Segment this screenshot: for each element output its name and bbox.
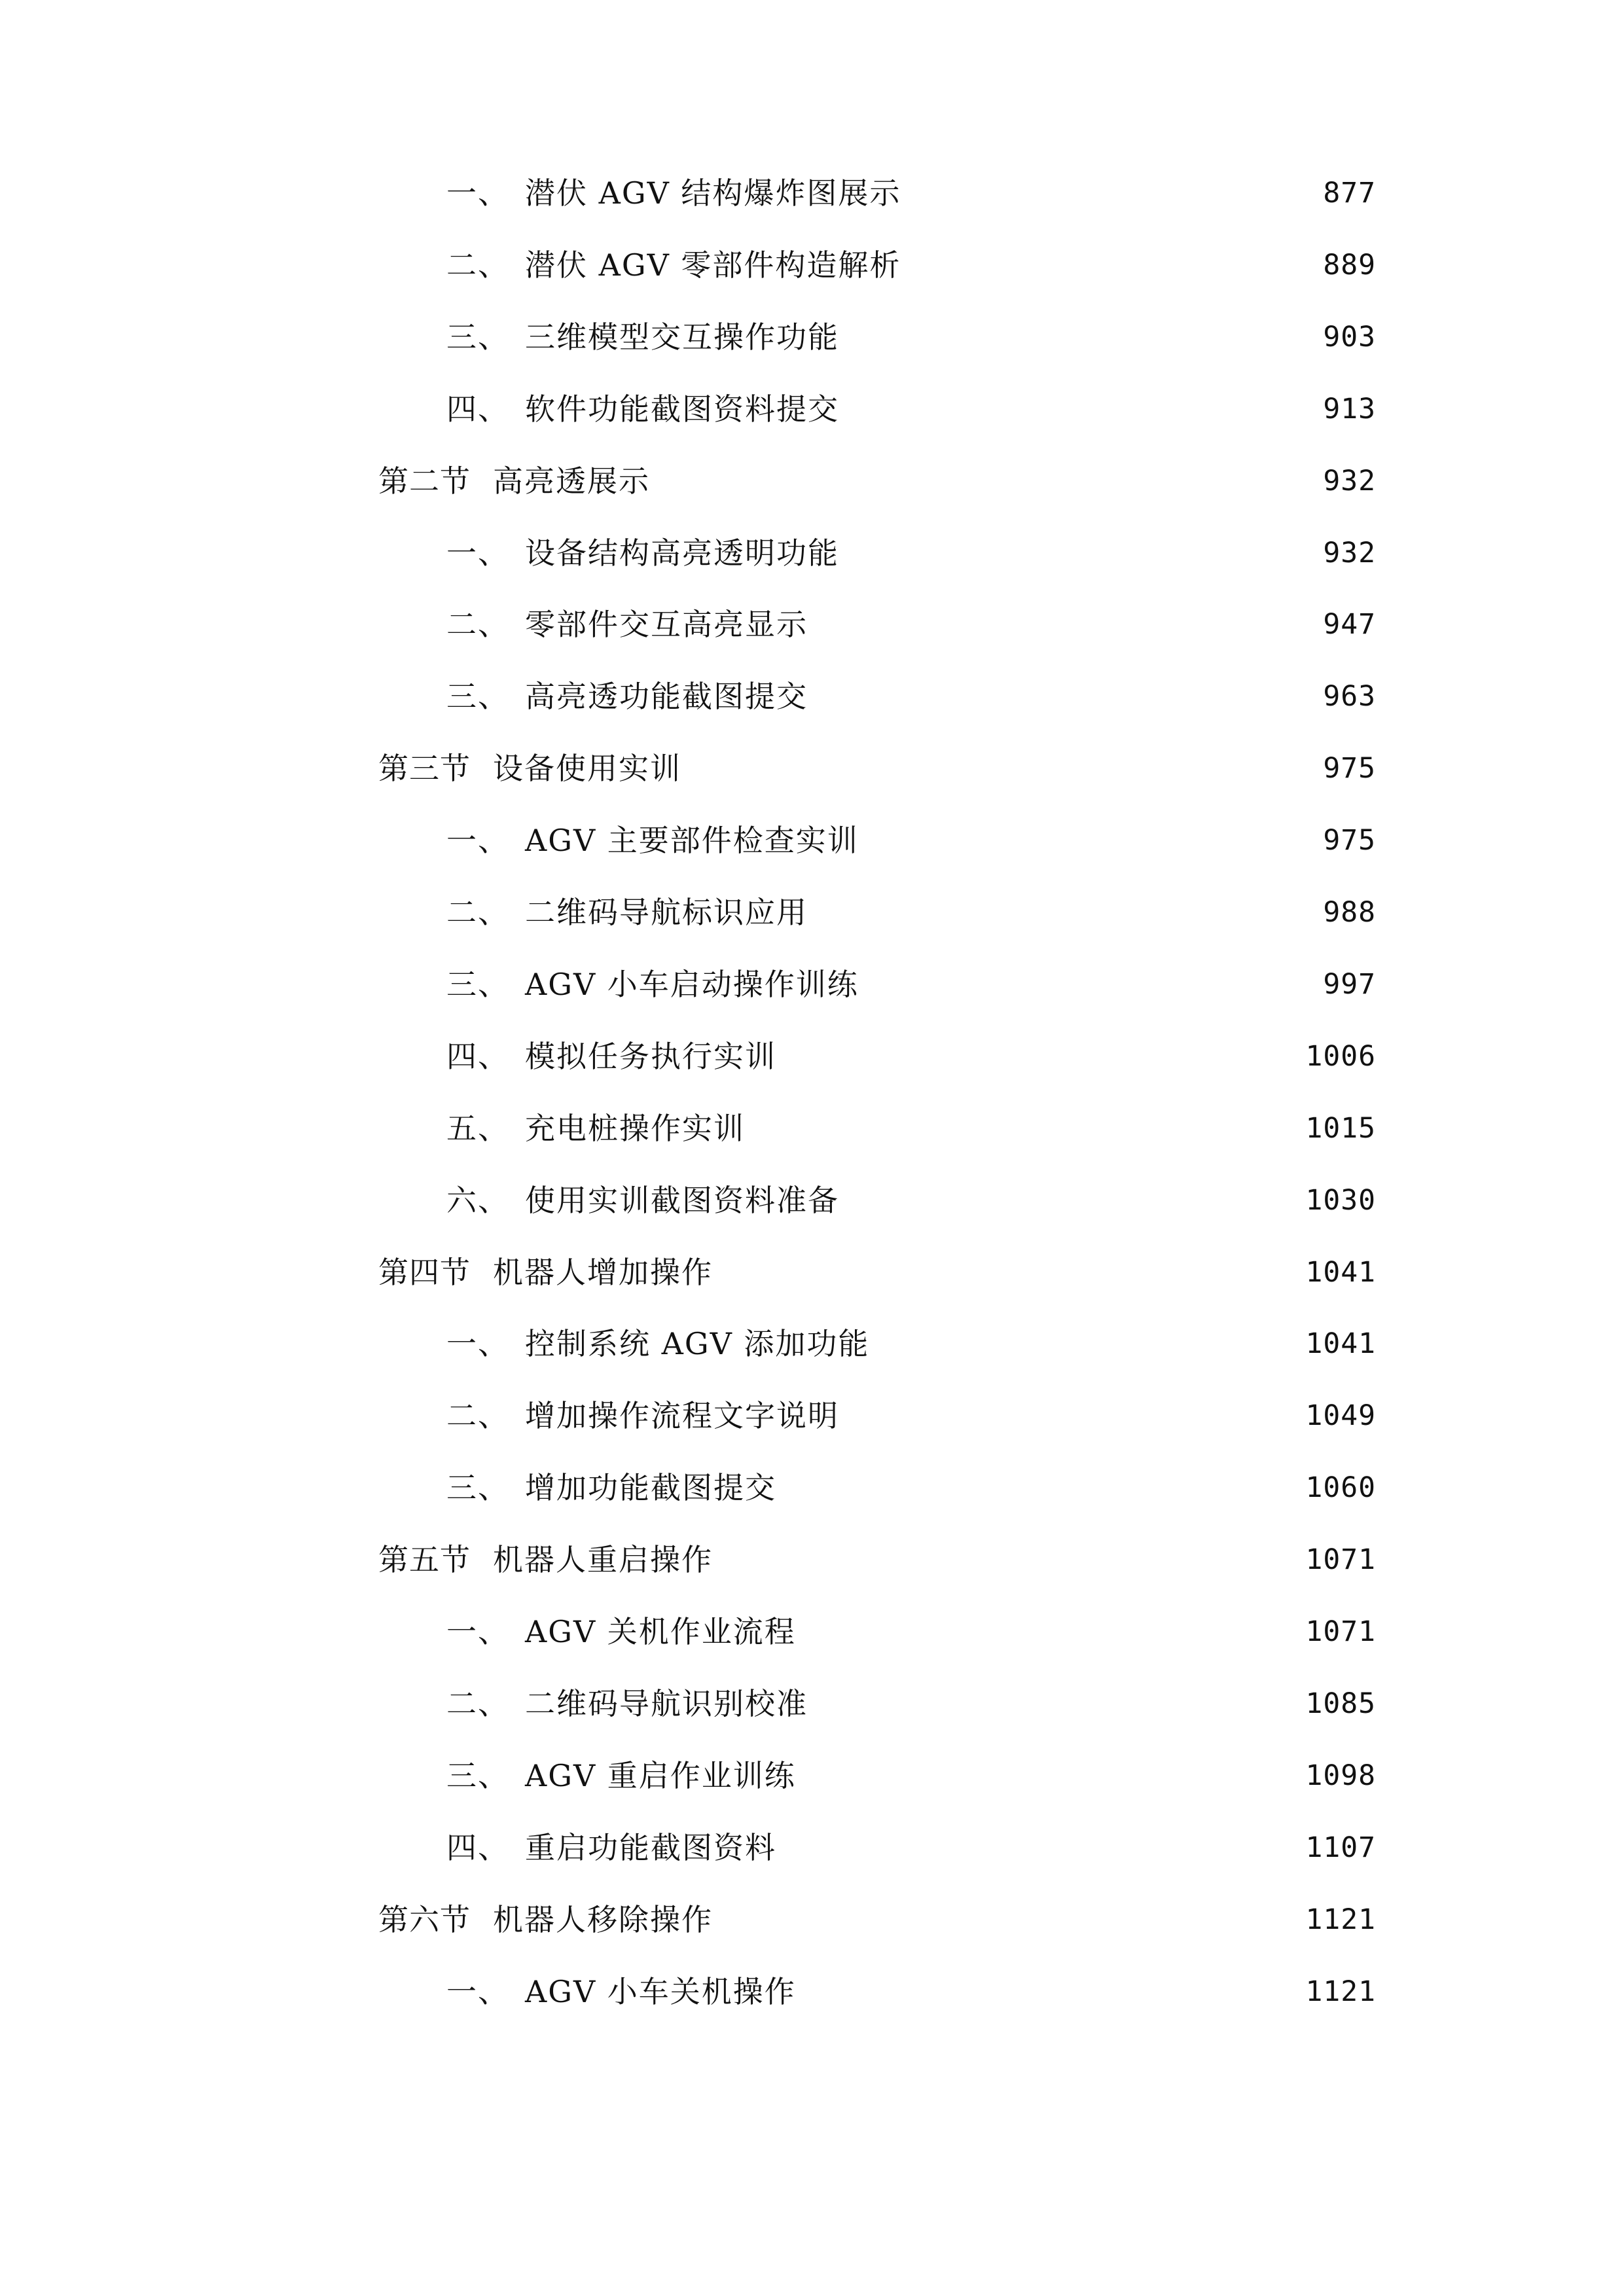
toc-subsection-entry xyxy=(446,311,1376,363)
toc-subsection-entry xyxy=(446,1749,1376,1802)
toc-dot-leader xyxy=(804,1979,1291,2005)
toc-section-entry xyxy=(378,1893,1376,1946)
toc-dot-leader xyxy=(784,1835,1291,1861)
toc-dot-leader xyxy=(847,1187,1291,1213)
toc-entry-number: 第六节 xyxy=(378,1902,471,1937)
toc-dot-leader xyxy=(804,1619,1291,1645)
toc-entry-number: 一、 xyxy=(446,535,509,571)
toc-dot-leader xyxy=(721,1907,1291,1933)
toc-page-number: 947 xyxy=(1323,608,1376,641)
toc-entry-title: 控制系统 AGV 添加功能 xyxy=(525,1326,870,1361)
toc-entry-number: 二、 xyxy=(446,607,509,642)
toc-page-number: 1107 xyxy=(1305,1831,1376,1864)
toc-page-number: 1015 xyxy=(1305,1112,1376,1145)
toc-entry-title: AGV 主要部件检查实训 xyxy=(525,823,859,858)
toc-page-number: 903 xyxy=(1323,321,1376,353)
toc-subsection-entry xyxy=(446,598,1376,651)
toc-dot-leader xyxy=(847,540,1308,566)
toc-subsection-entry xyxy=(446,1462,1376,1514)
toc-subsection-entry xyxy=(446,1965,1376,2018)
toc-entry-title: 使用实训截图资料准备 xyxy=(525,1183,839,1218)
toc-entry-number: 第二节 xyxy=(378,463,471,499)
toc-dot-leader xyxy=(847,1403,1291,1429)
toc-entry-title: 零部件交互高亮显示 xyxy=(525,607,808,642)
toc-dot-leader xyxy=(816,1691,1291,1717)
toc-entry-title: AGV 小车关机操作 xyxy=(525,1974,796,2009)
toc-page-number: 1098 xyxy=(1305,1759,1376,1792)
toc-subsection-entry xyxy=(446,383,1376,435)
toc-entry-number: 五、 xyxy=(446,1111,509,1146)
toc-dot-leader xyxy=(867,827,1309,853)
toc-page-number: 889 xyxy=(1323,249,1376,281)
toc-page-number: 988 xyxy=(1323,896,1376,929)
toc-entry-title: 机器人重启操作 xyxy=(493,1542,713,1577)
toc-dot-leader xyxy=(909,252,1308,278)
toc-dot-leader xyxy=(784,1475,1291,1501)
toc-subsection-entry xyxy=(446,1390,1376,1442)
toc-section-entry xyxy=(378,1534,1376,1586)
toc-entry-number: 四、 xyxy=(446,1830,509,1865)
toc-page-number: 1071 xyxy=(1305,1615,1376,1648)
toc-entry-title: 高亮透展示 xyxy=(493,463,650,499)
toc-entry-number: 三、 xyxy=(446,1470,509,1505)
toc-page-number: 1085 xyxy=(1305,1687,1376,1720)
toc-subsection-entry xyxy=(446,1030,1376,1083)
toc-entry-title: 增加操作流程文字说明 xyxy=(525,1398,839,1433)
toc-subsection-entry xyxy=(446,1605,1376,1658)
toc-dot-leader xyxy=(804,1763,1291,1789)
toc-dot-leader xyxy=(784,1043,1291,1069)
toc-dot-leader xyxy=(847,396,1308,422)
toc-entry-number: 二、 xyxy=(446,895,509,930)
toc-dot-leader xyxy=(721,1259,1291,1285)
toc-page-number: 1121 xyxy=(1305,1903,1376,1936)
toc-page-number: 1041 xyxy=(1305,1327,1376,1360)
toc-entry-number: 一、 xyxy=(446,1614,509,1649)
toc-page-number: 975 xyxy=(1323,824,1376,857)
toc-subsection-entry xyxy=(446,167,1376,219)
toc-page-number: 1041 xyxy=(1305,1256,1376,1289)
toc-entry-number: 二、 xyxy=(446,1686,509,1721)
toc-dot-leader xyxy=(847,324,1308,350)
toc-dot-leader xyxy=(721,1547,1291,1573)
toc-entry-number: 三、 xyxy=(446,967,509,1002)
toc-page-number: 1030 xyxy=(1305,1184,1376,1217)
toc-page-number: 877 xyxy=(1323,177,1376,209)
toc-dot-leader xyxy=(753,1115,1291,1141)
toc-entry-title: 二维码导航识别校准 xyxy=(525,1686,808,1721)
toc-entry-number: 二、 xyxy=(446,247,509,283)
toc-subsection-entry xyxy=(446,886,1376,939)
toc-subsection-entry xyxy=(446,1174,1376,1227)
toc-entry-number: 六、 xyxy=(446,1183,509,1218)
toc-entry-title: 充电桩操作实训 xyxy=(525,1111,745,1146)
toc-page-number: 1121 xyxy=(1305,1975,1376,2008)
toc-page-number: 1060 xyxy=(1305,1471,1376,1504)
toc-entry-title: 高亮透功能截图提交 xyxy=(525,679,808,714)
toc-entry-title: 机器人移除操作 xyxy=(493,1902,713,1937)
toc-entry-number: 一、 xyxy=(446,823,509,858)
toc-page-number: 975 xyxy=(1323,752,1376,785)
toc-dot-leader xyxy=(816,899,1308,925)
toc-page-number: 1006 xyxy=(1305,1040,1376,1073)
toc-dot-leader xyxy=(867,971,1309,997)
toc-subsection-entry xyxy=(446,1677,1376,1730)
toc-dot-leader xyxy=(658,468,1308,494)
toc-section-entry xyxy=(378,742,1376,795)
toc-subsection-entry xyxy=(446,670,1376,723)
toc-entry-number: 二、 xyxy=(446,1398,509,1433)
toc-page-number: 932 xyxy=(1323,465,1376,497)
toc-entry-number: 三、 xyxy=(446,679,509,714)
toc-entry-title: 设备结构高亮透明功能 xyxy=(525,535,839,571)
toc-entry-number: 三、 xyxy=(446,1758,509,1793)
toc-page-number: 913 xyxy=(1323,393,1376,425)
toc-entry-number: 四、 xyxy=(446,391,509,427)
toc-entry-title: 潜伏 AGV 结构爆炸图展示 xyxy=(525,175,901,211)
toc-subsection-entry xyxy=(446,1821,1376,1874)
toc-dot-leader xyxy=(816,683,1308,709)
toc-dot-leader xyxy=(877,1331,1291,1357)
toc-page-number: 1049 xyxy=(1305,1399,1376,1432)
toc-entry-number: 第四节 xyxy=(378,1255,471,1290)
toc-page-number: 932 xyxy=(1323,537,1376,569)
toc-subsection-entry xyxy=(446,1318,1376,1370)
toc-entry-number: 一、 xyxy=(446,1974,509,2009)
toc-subsection-entry xyxy=(446,814,1376,867)
toc-entry-number: 一、 xyxy=(446,175,509,211)
toc-entry-title: 重启功能截图资料 xyxy=(525,1830,776,1865)
toc-entry-title: 模拟任务执行实训 xyxy=(525,1039,776,1074)
toc-entry-title: AGV 关机作业流程 xyxy=(525,1614,796,1649)
toc-subsection-entry xyxy=(446,239,1376,291)
toc-entry-title: 二维码导航标识应用 xyxy=(525,895,808,930)
toc-page-number: 1071 xyxy=(1305,1543,1376,1576)
toc-entry-title: 设备使用实训 xyxy=(493,751,681,786)
toc-dot-leader xyxy=(909,180,1308,206)
toc-dot-leader xyxy=(816,611,1308,637)
toc-section-entry xyxy=(378,1246,1376,1299)
toc-entry-title: 机器人增加操作 xyxy=(493,1255,713,1290)
toc-page-number: 963 xyxy=(1323,680,1376,713)
toc-entry-number: 一、 xyxy=(446,1326,509,1361)
toc-page-number: 997 xyxy=(1323,968,1376,1001)
toc-entry-title: AGV 小车启动操作训练 xyxy=(525,967,859,1002)
toc-entry-title: 增加功能截图提交 xyxy=(525,1470,776,1505)
toc-subsection-entry xyxy=(446,958,1376,1011)
toc-entry-number: 三、 xyxy=(446,319,509,355)
toc-entry-number: 第五节 xyxy=(378,1542,471,1577)
toc-entry-title: 软件功能截图资料提交 xyxy=(525,391,839,427)
toc-entry-number: 第三节 xyxy=(378,751,471,786)
toc-dot-leader xyxy=(689,755,1308,781)
toc-subsection-entry xyxy=(446,1102,1376,1155)
toc-entry-title: 潜伏 AGV 零部件构造解析 xyxy=(525,247,901,283)
toc-entry-number: 四、 xyxy=(446,1039,509,1074)
toc-entry-title: AGV 重启作业训练 xyxy=(525,1758,796,1793)
toc-subsection-entry xyxy=(446,527,1376,579)
toc-entry-title: 三维模型交互操作功能 xyxy=(525,319,839,355)
toc-section-entry xyxy=(378,455,1376,507)
